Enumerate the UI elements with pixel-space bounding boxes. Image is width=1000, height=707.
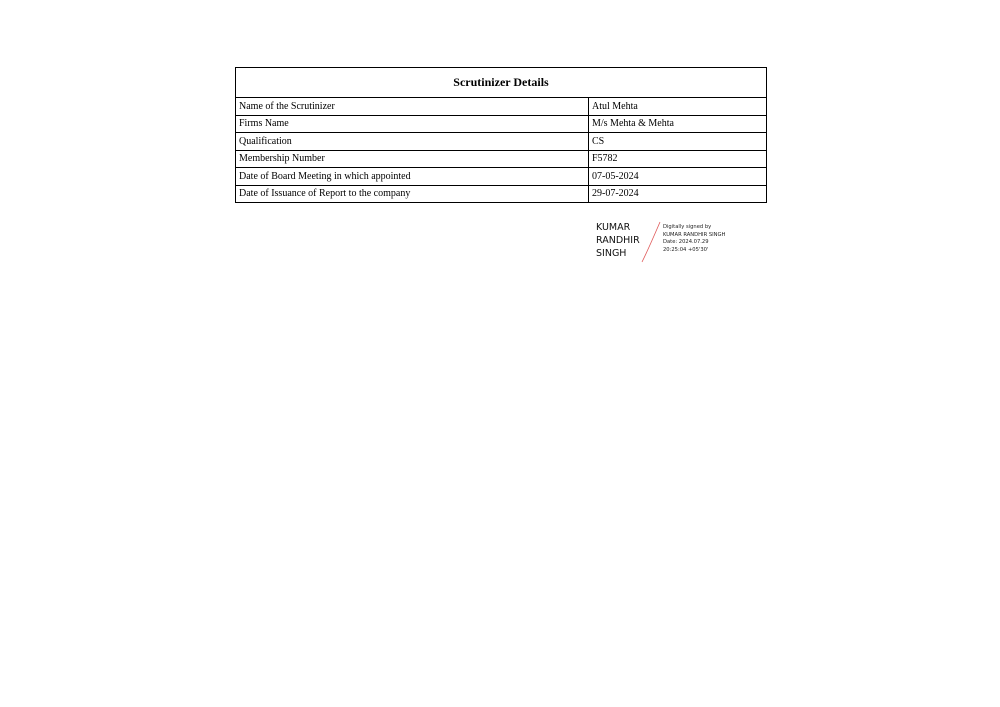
signature-check-mark-icon [640, 220, 662, 264]
row-label: Name of the Scrutinizer [236, 98, 589, 116]
signature-info-line: 20:25:04 +05'30' [663, 246, 709, 253]
row-value: 29-07-2024 [589, 185, 767, 203]
signature-info-line: Digitally signed by [663, 224, 712, 230]
table-row-membership-number [236, 150, 767, 168]
row-value: M/s Mehta & Mehta [589, 115, 767, 133]
signer-name-line: SINGH [596, 248, 627, 259]
row-value: 07-05-2024 [589, 168, 767, 186]
table-row-qualification [236, 133, 767, 151]
row-label: Membership Number [236, 150, 589, 168]
row-label: Date of Board Meeting in which appointed [236, 168, 589, 186]
table-row-board-meeting-date [236, 168, 767, 186]
row-label: Qualification [236, 133, 589, 151]
signer-name-line: RANDHIR [596, 235, 640, 246]
digital-signature[interactable] [596, 220, 736, 264]
row-value: F5782 [589, 150, 767, 168]
table-title-row [236, 68, 767, 98]
table-row-scrutinizer-name [236, 98, 767, 116]
signature-info [663, 224, 725, 254]
table-row-firm-name [236, 115, 767, 133]
scrutinizer-details-table [235, 67, 767, 203]
row-label: Date of Issuance of Report to the company [236, 185, 589, 203]
row-label: Firms Name [236, 115, 589, 133]
signer-name [596, 221, 640, 260]
signature-info-line: KUMAR RANDHIR SINGH [663, 231, 726, 238]
row-value: CS [589, 133, 767, 151]
table-title: Scrutinizer Details [236, 68, 767, 98]
row-value: Atul Mehta [589, 98, 767, 116]
table-row-report-issuance-date [236, 185, 767, 203]
signer-name-line: KUMAR [596, 222, 631, 233]
signature-info-line: Date: 2024.07.29 [663, 239, 709, 245]
